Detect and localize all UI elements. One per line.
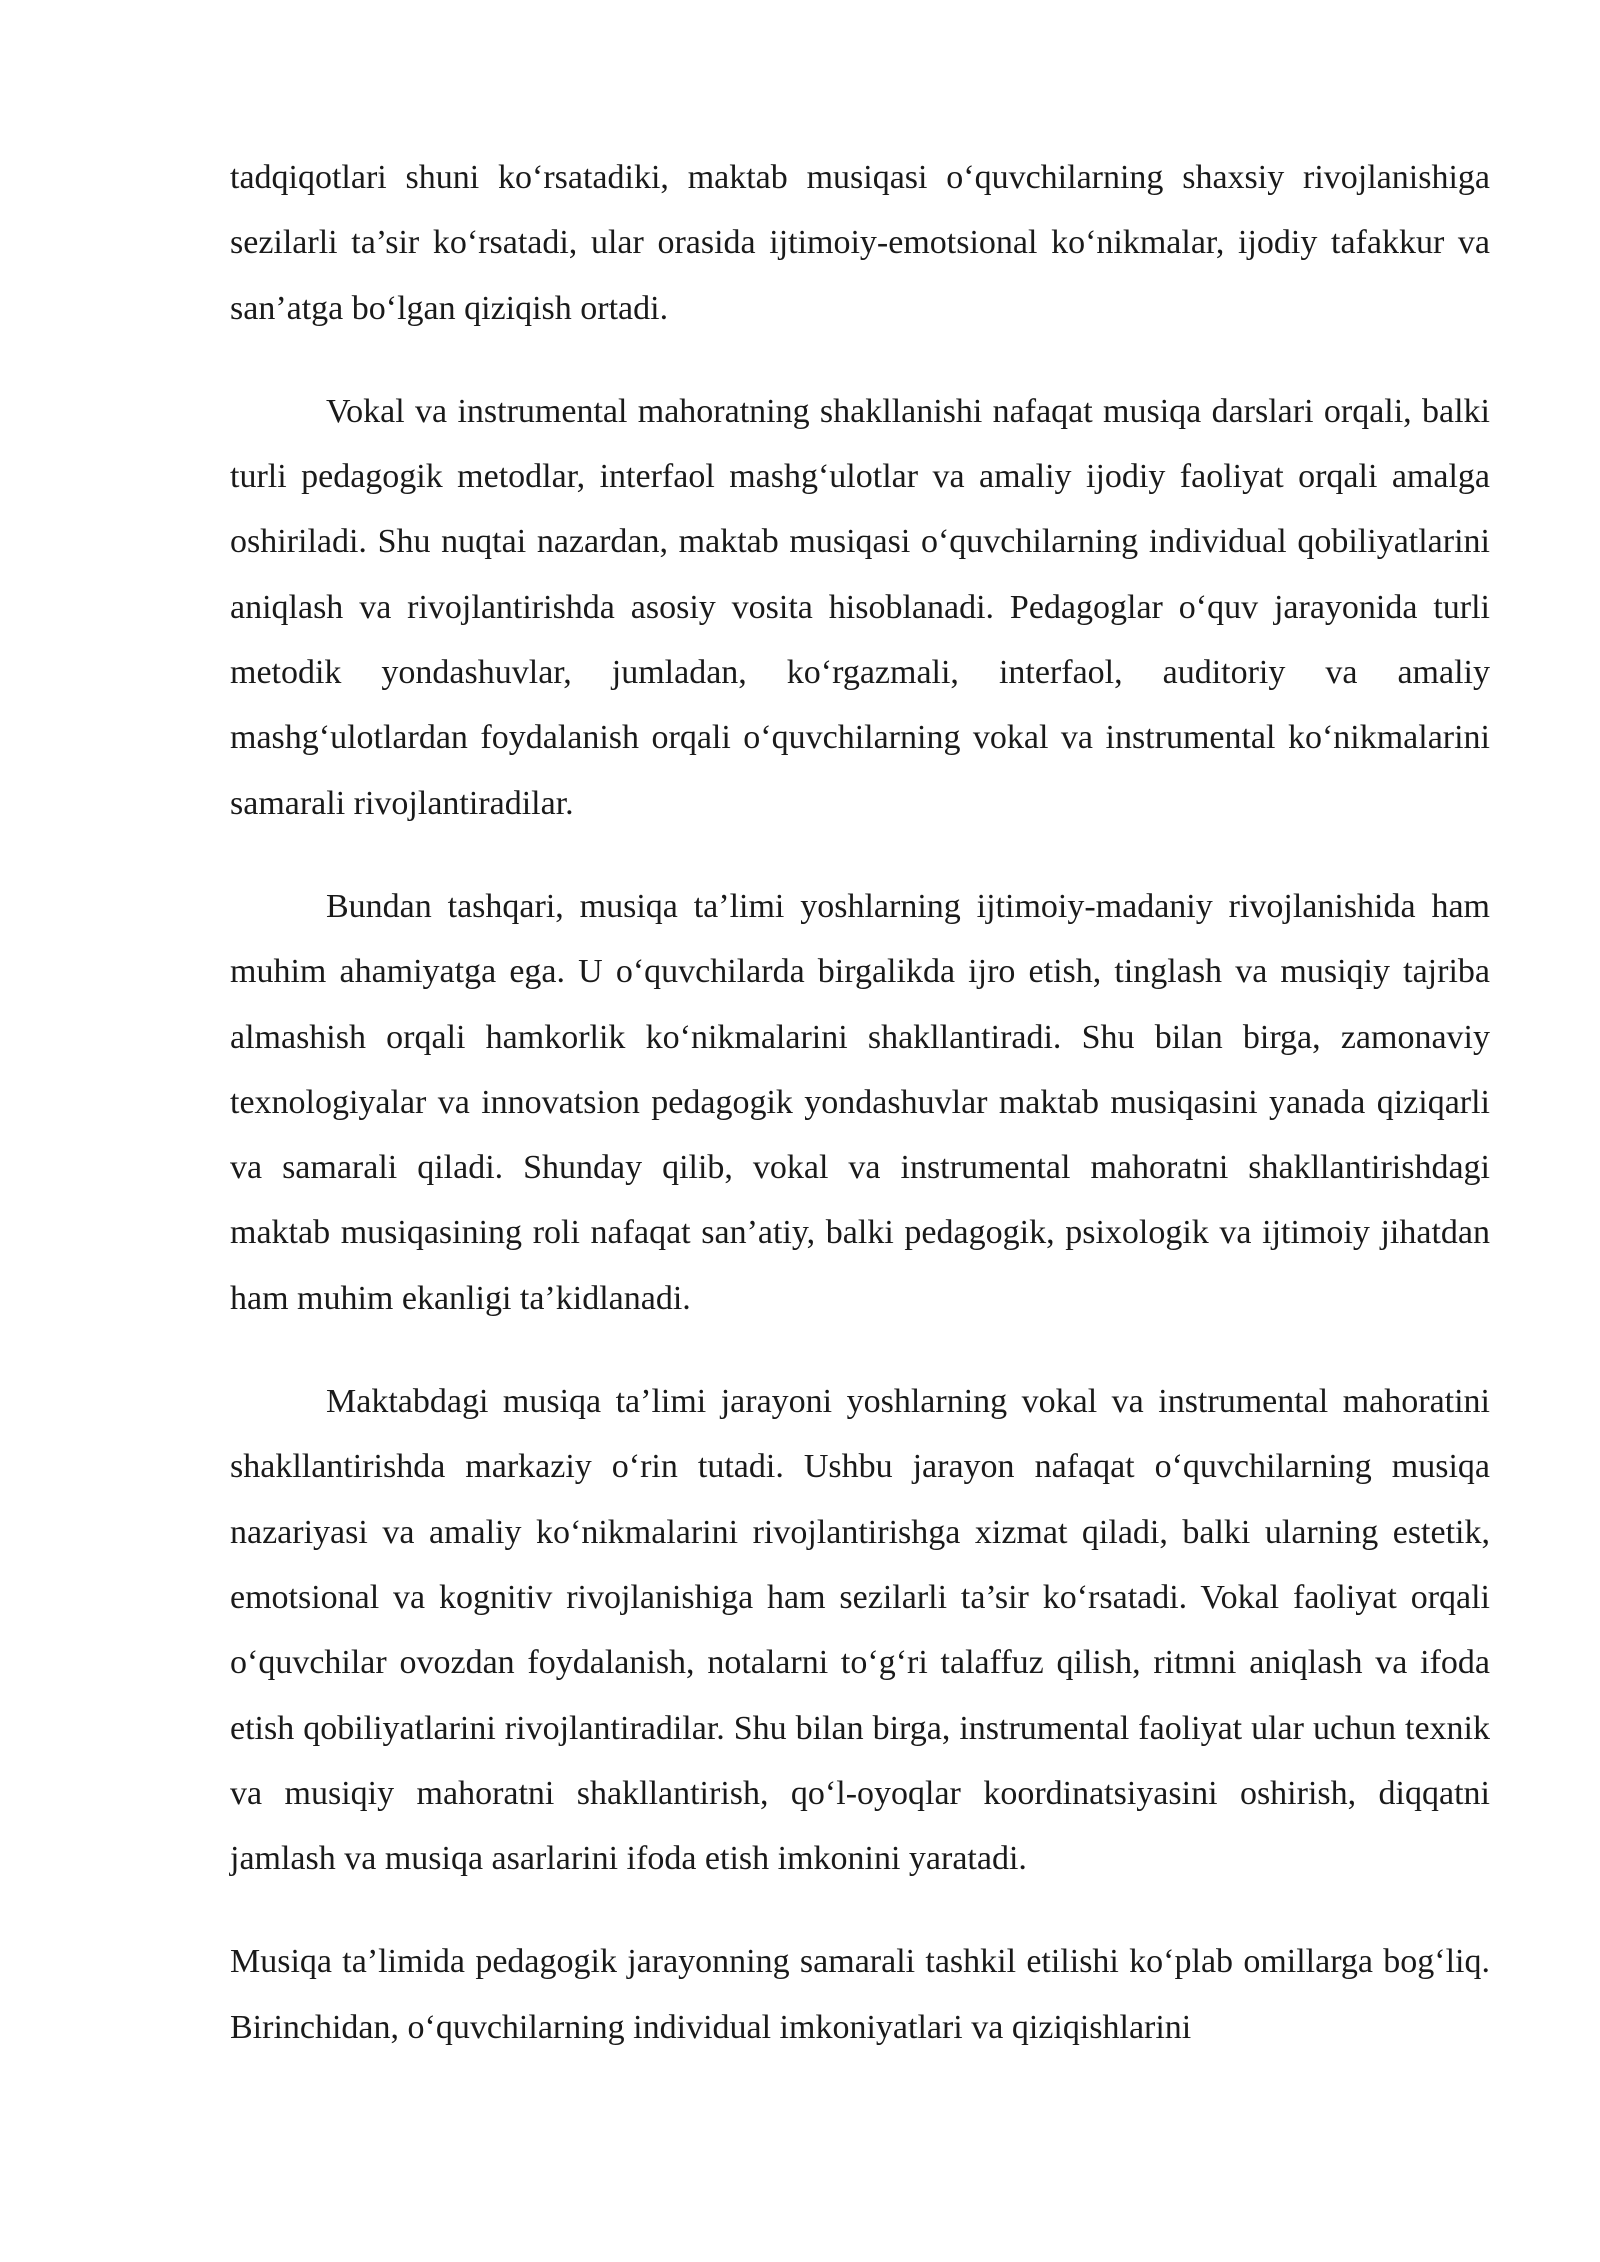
paragraph-3: Bundan tashqari, musiqa ta’limi yoshlarning ijtimoiy-madaniy rivojlanishida ham muhim ahamiyatga ega. U o‘quvchilarda birgalikda ijro etish, tinglash va musiqiy tajriba almashish orqali hamkorlik ko‘nikmalarini shakllantiradi. Shu bilan birga, zamonaviy texnologiyalar va innovatsion pedagogik yondashuvlar maktab musiqasini yanada qiziqarli va samarali qiladi. Shunday qilib, vokal va instrumental mahoratni shakllantirishdagi maktab musiqasining roli nafaqat san’atiy, balki pedagogik, psixologik va ijtimoiy jihatdan ham muhim ekanligi ta’kidlanadi. — [230, 887, 1490, 1317]
paragraph-5: Musiqa ta’limida pedagogik jarayonning samarali tashkil etilishi ko‘plab omillarga bog‘liq. Birinchidan, o‘quvchilarning individual imkoniyatlari va qiziqishlarini — [230, 1943, 1490, 2046]
document-page — [230, 145, 1490, 2098]
paragraph-2: Vokal va instrumental mahoratning shakllanishi nafaqat musiqa darslari orqali, balki turli pedagogik metodlar, interfaol mashg‘ulotlar va amaliy ijodiy faoliyat orqali amalga oshiriladi. Shu nuqtai nazardan, maktab musiqasi o‘quvchilarning individual qobiliyatlarini aniqlash va rivojlantirishda asosiy vosita hisoblanadi. Pedagoglar o‘quv jarayonida turli metodik yondashuvlar, jumladan, ko‘rgazmali, interfaol, auditoriy va amaliy mashg‘ulotlardan foydalanish orqali o‘quvchilarning vokal va instrumental ko‘nikmalarini samarali rivojlantiradilar. — [230, 392, 1490, 822]
paragraph-1: tadqiqotlari shuni ko‘rsatadiki, maktab musiqasi o‘quvchilarning shaxsiy rivojlanishiga sezilarli ta’sir ko‘rsatadi, ular orasida ijtimoiy-emotsional ko‘nikmalar, ijodiy tafakkur va san’atga bo‘lgan qiziqish ortadi. — [230, 159, 1490, 327]
paragraph-4: Maktabdagi musiqa ta’limi jarayoni yoshlarning vokal va instrumental mahoratini shakllantirishda markaziy o‘rin tutadi. Ushbu jarayon nafaqat o‘quvchilarning musiqa nazariyasi va amaliy ko‘nikmalarini rivojlantirishga xizmat qiladi, balki ularning estetik, emotsional va kognitiv rivojlanishiga ham sezilarli ta’sir ko‘rsatadi. Vokal faoliyat orqali o‘quvchilar ovozdan foydalanish, notalarni to‘g‘ri talaffuz qilish, ritmni aniqlash va ifoda etish qobiliyatlarini rivojlantiradilar. Shu bilan birga, instrumental faoliyat ular uchun texnik va musiqiy mahoratni shakllantirish, qo‘l-oyoqlar koordinatsiyasini oshirish, diqqatni jamlash va musiqa asarlarini ifoda etish imkonini yaratadi. — [230, 1383, 1490, 1878]
